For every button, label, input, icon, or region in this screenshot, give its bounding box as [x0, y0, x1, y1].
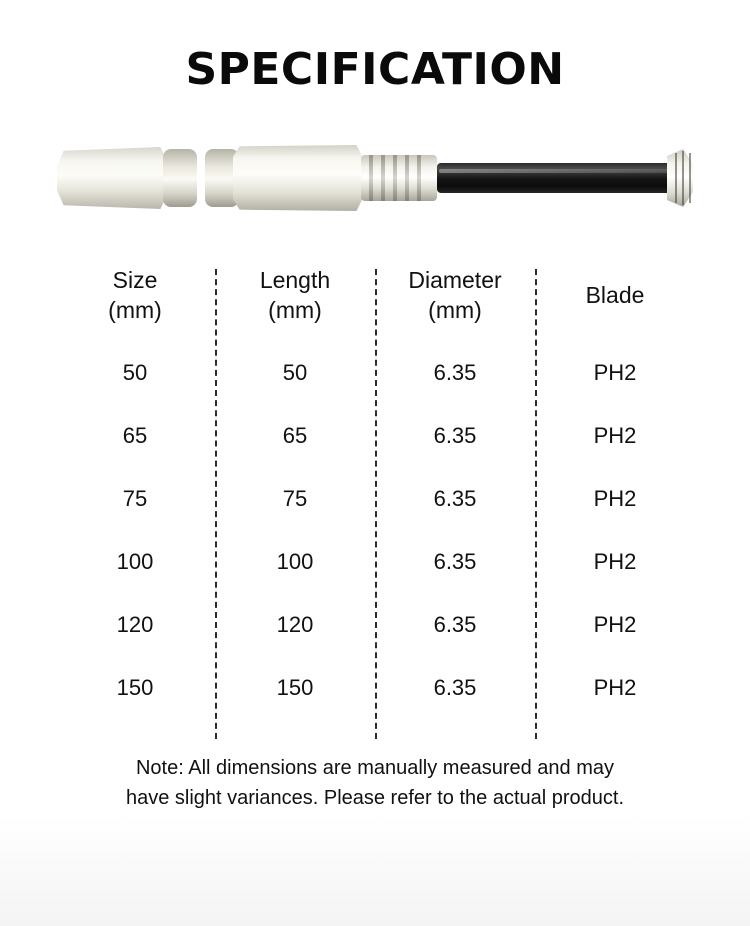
cell-diameter: 6.35	[433, 611, 477, 637]
cell-blade: PH2	[593, 485, 637, 511]
cell-diameter: 6.35	[433, 485, 477, 511]
bit-shaft	[437, 163, 677, 193]
cell-size: 50	[122, 359, 148, 385]
cell-length: 150	[276, 674, 314, 700]
cell-length: 65	[282, 422, 308, 448]
cell-blade: PH2	[593, 359, 637, 385]
bit-collar-ring	[381, 155, 385, 201]
cell-diameter: 6.35	[433, 359, 477, 385]
column-header-diameter-unit: (mm)	[428, 297, 482, 323]
bit-notch-1	[163, 149, 197, 207]
cell-length: 75	[282, 485, 308, 511]
screwdriver-bit-icon	[55, 123, 695, 233]
column-header-diameter-label: Diameter	[408, 267, 502, 293]
specification-table-wrap	[55, 255, 695, 719]
cell-blade: PH2	[593, 548, 637, 574]
cell-size: 65	[122, 422, 148, 448]
bit-hex-shank	[57, 147, 167, 209]
cell-diameter: 6.35	[433, 422, 477, 448]
column-header-size-label: Size	[112, 267, 158, 293]
column-header-length-label: Length	[259, 267, 331, 293]
cell-size: 120	[116, 611, 154, 637]
cell-diameter: 6.35	[433, 548, 477, 574]
column-header-blade-label: Blade	[585, 282, 645, 308]
cell-blade: PH2	[593, 611, 637, 637]
cell-size: 75	[122, 485, 148, 511]
column-header-size-unit: (mm)	[108, 297, 162, 323]
column-header-length-unit: (mm)	[268, 297, 322, 323]
bit-tip-groove	[689, 153, 691, 203]
note-line-2: have slight variances. Please refer to the actual product.	[125, 787, 625, 809]
column-divider	[215, 269, 217, 739]
note-text	[45, 753, 705, 813]
column-header-diameter	[375, 255, 535, 341]
bit-shaft-highlight	[439, 169, 671, 173]
bit-tip-groove	[675, 153, 677, 203]
column-header-blade	[535, 255, 695, 341]
cell-diameter: 6.35	[433, 674, 477, 700]
cell-size: 150	[116, 674, 154, 700]
bit-hex-body	[233, 145, 363, 211]
column-header-size	[55, 255, 215, 341]
bit-tip-groove	[682, 151, 684, 205]
bit-collar-ring	[369, 155, 373, 201]
bit-collar-ring	[405, 155, 409, 201]
cell-blade: PH2	[593, 422, 637, 448]
cell-blade: PH2	[593, 674, 637, 700]
product-image	[55, 123, 695, 233]
column-divider	[375, 269, 377, 739]
cell-length: 100	[276, 548, 314, 574]
note-line-1: Note: All dimensions are manually measured and may	[135, 757, 615, 779]
page-title: SPECIFICATION	[185, 44, 565, 95]
bit-collar-ring	[417, 155, 421, 201]
column-divider	[535, 269, 537, 739]
bit-collar-ring	[393, 155, 397, 201]
cell-length: 50	[282, 359, 308, 385]
column-header-length	[215, 255, 375, 341]
cell-length: 120	[276, 611, 314, 637]
cell-size: 100	[116, 548, 154, 574]
